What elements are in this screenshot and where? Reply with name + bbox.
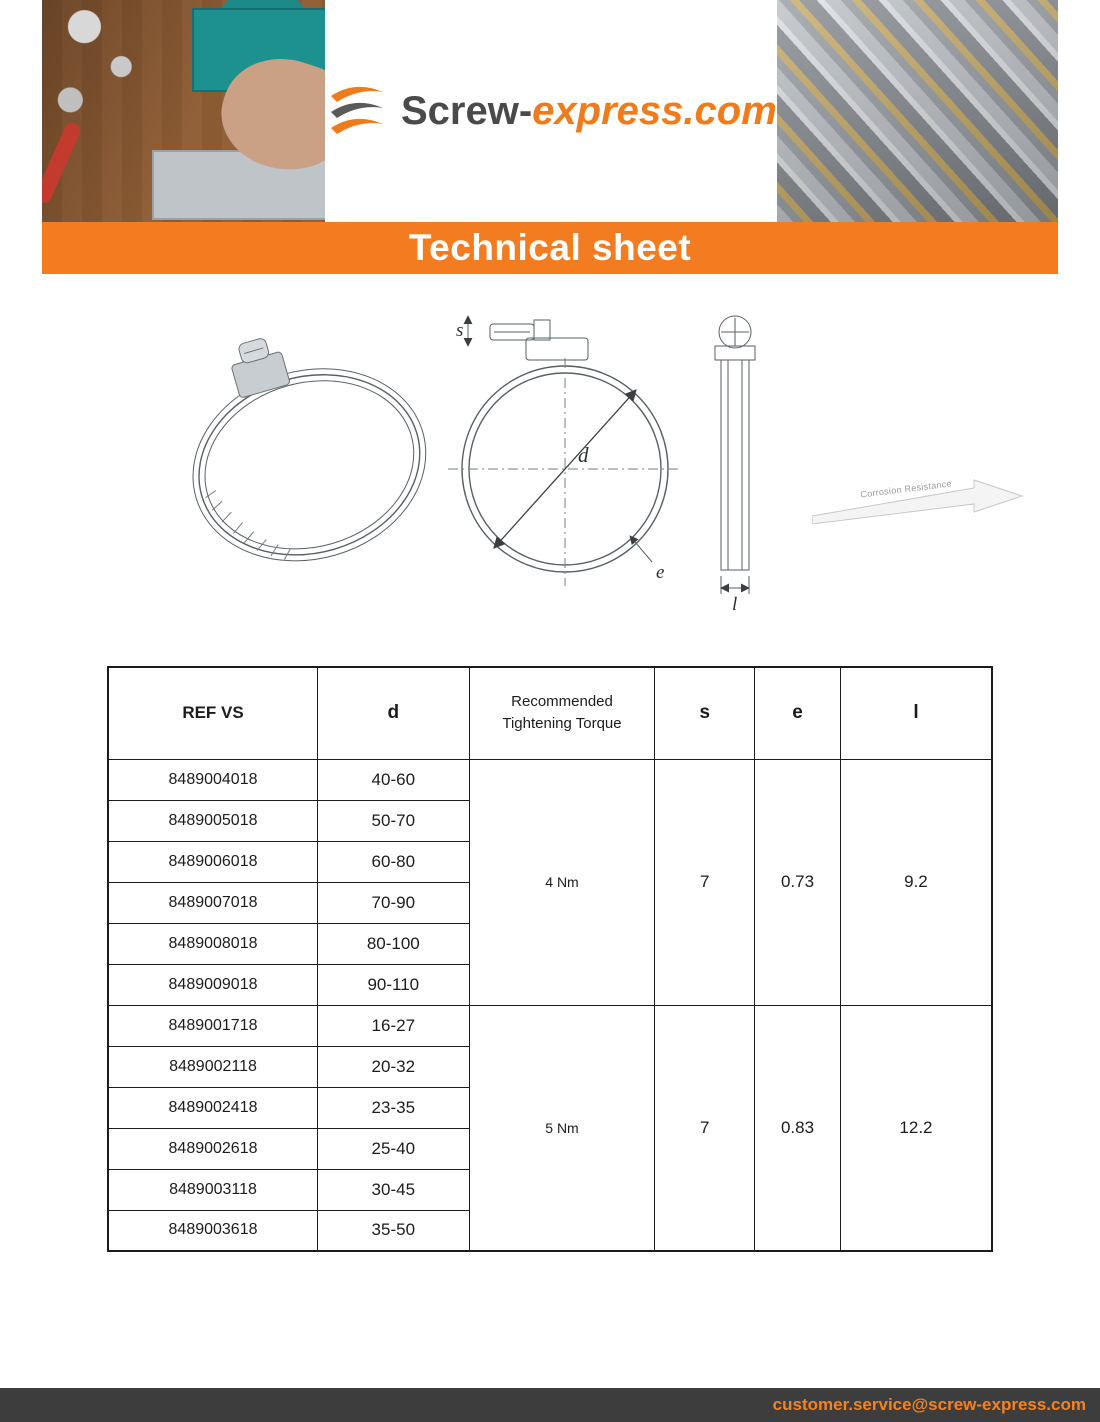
svg-text:s: s [456, 320, 464, 341]
ref-cell: 8489008018 [108, 923, 318, 964]
d-cell: 30-45 [318, 1169, 470, 1210]
ref-cell: 8489003118 [108, 1169, 318, 1210]
screws-photo [777, 0, 1058, 222]
ref-cell: 8489001718 [108, 1005, 318, 1046]
col-header-torque: Recommended Tightening Torque [469, 667, 655, 759]
corrosion-chart-title: Corrosion Resistance [859, 478, 953, 500]
d-cell: 40-60 [318, 759, 470, 800]
corrosion-level-w2: W2 [864, 518, 914, 554]
svg-text:l: l [732, 594, 738, 612]
fine-print [816, 538, 858, 550]
ref-cell: 8489003618 [108, 1210, 318, 1251]
contact-email-link[interactable]: customer.service@screw-express.com [772, 1395, 1086, 1414]
ref-cell: 8489002618 [108, 1128, 318, 1169]
title-bar [42, 222, 1058, 274]
fine-print [972, 538, 1014, 550]
ref-cell: 8489007018 [108, 882, 318, 923]
ref-cell: 8489009018 [108, 964, 318, 1005]
clamp-side-view-drawing [688, 302, 788, 612]
l-cell: 12.2 [840, 1005, 992, 1251]
clamp-front-view-drawing [430, 294, 700, 604]
hose-clamp-perspective-drawing [168, 300, 448, 600]
svg-text:d: d [578, 443, 589, 467]
ref-cell: 8489005018 [108, 800, 318, 841]
e-cell: 0.83 [755, 1005, 841, 1251]
corrosion-resistance-chart [812, 478, 1036, 554]
screw-swoosh-icon [325, 82, 389, 140]
d-cell: 20-32 [318, 1046, 470, 1087]
fine-print [920, 538, 962, 550]
col-header-s: s [655, 667, 755, 759]
brand-accent: express.com [532, 88, 777, 133]
table-header-row [108, 667, 992, 759]
diagram-area [0, 300, 1100, 640]
logo [325, 0, 777, 222]
corrosion-levels [812, 518, 1036, 554]
table-row [108, 1005, 992, 1046]
corrosion-level-w5: W5 [968, 518, 1018, 554]
brand-dark: Screw- [401, 88, 533, 133]
d-cell: 35-50 [318, 1210, 470, 1251]
d-cell: 50-70 [318, 800, 470, 841]
s-cell: 7 [655, 1005, 755, 1251]
d-cell: 80-100 [318, 923, 470, 964]
d-cell: 25-40 [318, 1128, 470, 1169]
e-cell: 0.73 [755, 759, 841, 1005]
ref-cell: 8489002418 [108, 1087, 318, 1128]
table-row [108, 759, 992, 800]
d-cell: 70-90 [318, 882, 470, 923]
workbench-photo [42, 0, 325, 222]
svg-text:e: e [656, 562, 665, 583]
torque-cell: 4 Nm [469, 759, 655, 1005]
l-cell: 9.2 [840, 759, 992, 1005]
ref-cell: 8489004018 [108, 759, 318, 800]
corrosion-level-w1: W1 [812, 518, 862, 554]
page-title: Technical sheet [408, 227, 692, 268]
d-cell: 60-80 [318, 841, 470, 882]
col-header-ref: REF VS [108, 667, 318, 759]
corrosion-level-w4: W4 [916, 518, 966, 554]
d-cell: 90-110 [318, 964, 470, 1005]
s-cell: 7 [655, 759, 755, 1005]
d-cell: 23-35 [318, 1087, 470, 1128]
screwdriver-image [42, 120, 83, 205]
d-cell: 16-27 [318, 1005, 470, 1046]
header [42, 0, 1058, 222]
brand-name [401, 89, 777, 134]
ref-cell: 8489002118 [108, 1046, 318, 1087]
col-header-d: d [318, 667, 470, 759]
footer-bar [0, 1388, 1100, 1422]
col-header-l: l [840, 667, 992, 759]
spec-table [107, 666, 993, 1252]
fine-print [868, 538, 910, 550]
col-header-e: e [755, 667, 841, 759]
torque-cell: 5 Nm [469, 1005, 655, 1251]
ref-cell: 8489006018 [108, 841, 318, 882]
